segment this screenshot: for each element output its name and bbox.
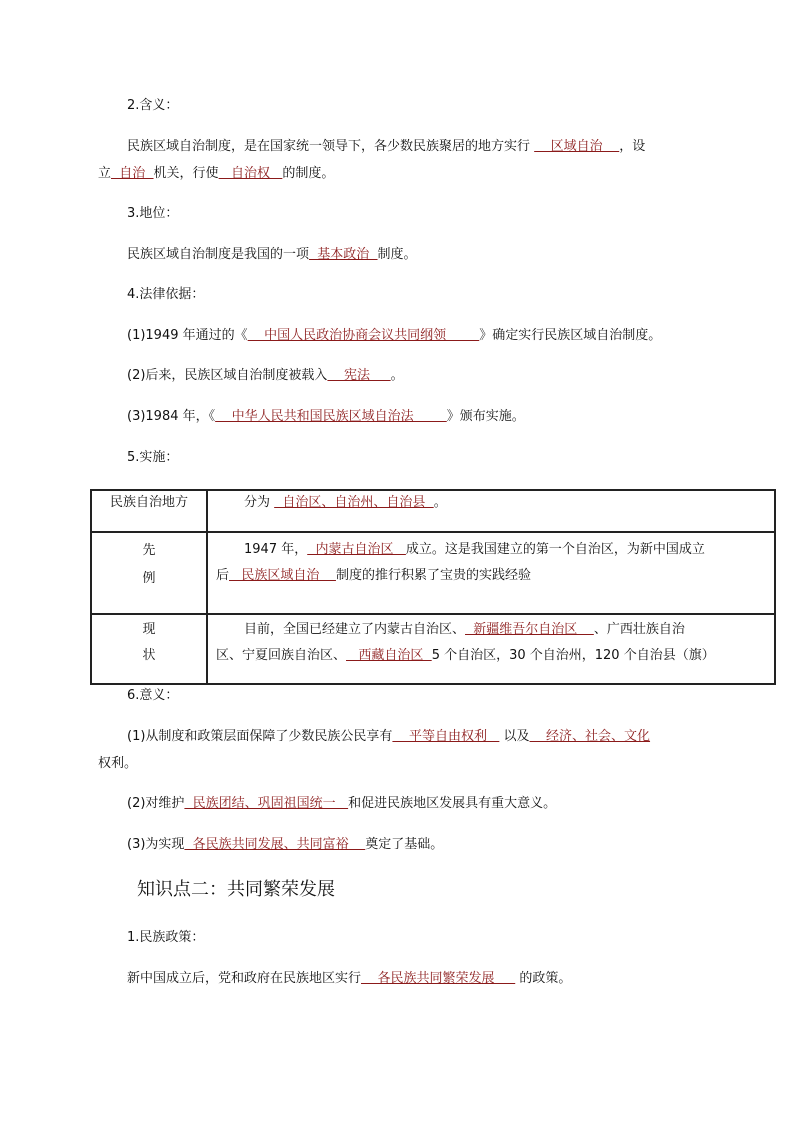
section-title: 知识点二：共同繁荣发展 <box>137 879 335 900</box>
heading-legal-basis: 4.法律依据： <box>127 287 205 302</box>
legal-item-2 <box>127 368 404 384</box>
table-cell-label <box>91 490 207 532</box>
table-row <box>91 490 775 532</box>
table-cell-label <box>91 614 207 684</box>
text: 目前，全国已经建立了内蒙古自治区、 <box>244 622 466 637</box>
legal-item-1 <box>127 328 661 344</box>
text: 》颁布实施。 <box>446 409 525 424</box>
implementation-table <box>90 489 776 685</box>
answer-blank: 平等自由权利 <box>392 729 500 744</box>
table-cell-content <box>207 532 775 614</box>
text: 1947 年， <box>244 542 308 557</box>
heading-implementation: 5.实施： <box>127 450 179 465</box>
significance-item-1-cont: 权利。 <box>98 756 138 771</box>
text: (1)从制度和政策层面保障了少数民族公民享有 <box>127 729 393 744</box>
text: 现 <box>142 622 156 637</box>
text: (3)为实现 <box>127 837 185 852</box>
answer-blank: 自治区、自治州、自治县 <box>274 495 434 510</box>
text: 机关，行使 <box>153 166 219 181</box>
answer-blank: 新疆维吾尔自治区 <box>465 622 594 637</box>
table-cell-label <box>91 532 207 614</box>
legal-item-3 <box>127 409 525 425</box>
text: 》确定实行民族区域自治制度。 <box>479 328 662 343</box>
status-line <box>127 247 417 263</box>
text: (1)1949 年通过的《 <box>127 328 248 343</box>
answer-blank: 自治 <box>111 166 154 181</box>
heading-ethnic-policy: 1.民族政策： <box>127 930 205 945</box>
text: 的制度。 <box>282 166 335 181</box>
answer-blank: 民族区域自治 <box>229 568 336 583</box>
text: 立 <box>98 166 112 181</box>
table-row <box>91 532 775 614</box>
text: 制度的推行积累了宝贵的实践经验 <box>335 568 531 583</box>
significance-item-3 <box>127 837 443 853</box>
answer-blank: 区域自治 <box>534 139 620 154</box>
table-row <box>91 614 775 684</box>
text: 。 <box>433 495 447 510</box>
text: 先 <box>142 543 156 558</box>
heading-status: 3.地位： <box>127 206 179 221</box>
text: (2)后来，民族区域自治制度被载入 <box>127 368 328 383</box>
heading-significance: 6.意义： <box>127 688 179 703</box>
text: 分为 <box>244 495 271 510</box>
answer-blank: 民族团结、巩固祖国统一 <box>184 796 349 811</box>
text: 奠定了基础。 <box>365 837 444 852</box>
answer-blank: 基本政治 <box>309 247 378 262</box>
table-cell-content <box>207 490 775 532</box>
text: 例 <box>142 571 156 586</box>
answer-blank: 中国人民政治协商会议共同纲领 <box>247 328 480 343</box>
answer-blank: 经济、社会、文化 <box>529 729 651 744</box>
text: 后 <box>216 568 230 583</box>
text: 区、宁夏回族自治区、 <box>216 648 347 663</box>
significance-item-2 <box>127 796 556 812</box>
answer-blank: 自治权 <box>218 166 283 181</box>
answer-blank: 内蒙古自治区 <box>307 542 406 557</box>
text: 、广西壮族自治 <box>593 622 685 637</box>
answer-blank: 各民族共同繁荣发展 <box>361 971 516 986</box>
text: 。 <box>390 368 404 383</box>
table-cell-content <box>207 614 775 684</box>
text: 制度。 <box>377 247 417 262</box>
meaning-line-2 <box>98 166 334 182</box>
ethnic-policy-line <box>127 971 571 987</box>
text: 和促进民族地区发展具有重大意义。 <box>348 796 557 811</box>
heading-meaning: 2.含义： <box>127 98 179 113</box>
text: 民族自治地方 <box>109 495 188 510</box>
significance-item-1 <box>127 729 650 745</box>
answer-blank: 中华人民共和国民族区域自治法 <box>215 409 447 424</box>
text: 民族区域自治制度是我国的一项 <box>127 247 310 262</box>
answer-blank: 宪法 <box>327 368 391 383</box>
text: 状 <box>142 648 156 663</box>
text: 民族区域自治制度，是在国家统一领导下，各少数民族聚居的地方实行 <box>127 139 531 154</box>
text: 成立。这是我国建立的第一个自治区，为新中国成立 <box>405 542 705 557</box>
meaning-line-1 <box>127 139 645 155</box>
text: 新中国成立后，党和政府在民族地区实行 <box>127 971 362 986</box>
text: (2)对维护 <box>127 796 185 811</box>
text: 以及 <box>503 729 530 744</box>
text: 的政策。 <box>519 971 572 986</box>
answer-blank: 西藏自治区 <box>346 648 432 663</box>
text: (3)1984 年，《 <box>127 409 216 424</box>
answer-blank: 各民族共同发展、共同富裕 <box>184 837 366 852</box>
text: ，设 <box>619 139 646 154</box>
text: 5 个自治区，30 个自治州，120 个自治县（旗） <box>431 648 715 663</box>
